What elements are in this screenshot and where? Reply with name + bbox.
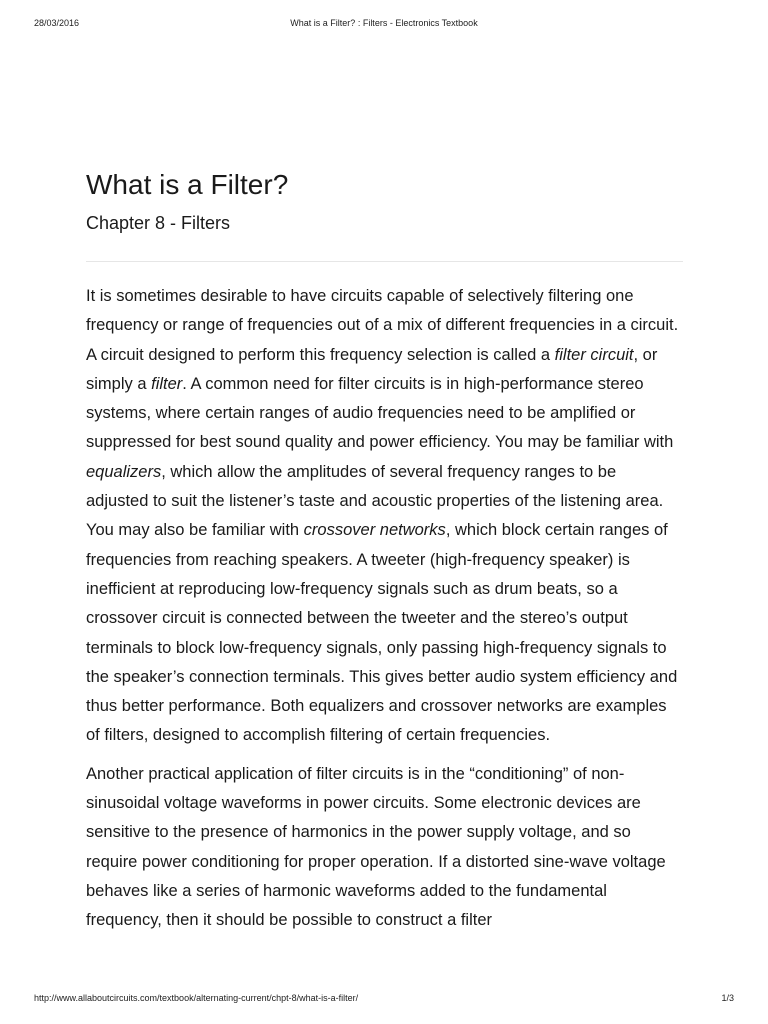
print-url: http://www.allaboutcircuits.com/textbook/alternating-current/chpt-8/what-is-a-filter/ bbox=[34, 993, 359, 1003]
title-divider bbox=[86, 261, 683, 262]
print-date: 28/03/2016 bbox=[34, 18, 80, 28]
print-header bbox=[34, 18, 734, 32]
page-number: 1/3 bbox=[721, 993, 734, 1003]
paragraph-intro bbox=[86, 282, 683, 751]
chapter-subtitle: Chapter 8 - Filters bbox=[86, 213, 231, 233]
p1-text-2: , or simply a bbox=[86, 345, 658, 393]
p1-text-4: , which allow the amplitudes of several frequency ranges to be adjusted to suit the listener’s taste and acoustic properties of the listening area. You may also be familiar with bbox=[86, 462, 664, 540]
p1-emphasis-crossover-networks: crossover networks bbox=[303, 521, 446, 540]
p1-emphasis-filter-circuit: filter circuit bbox=[554, 345, 634, 364]
p1-text-5: , which block certain ranges of frequencies from reaching speakers. A tweeter (high-frequency speaker) is inefficient at reproducing low-frequency signals such as drum beats, so a crossover circuit is connected between the tweeter and the stereo’s output terminals to block low-frequency signals, only passing high-frequency signals to the speaker’s connection terminals. This gives better audio system efficiency and thus better performance. Both equalizers and crossover networks are examples of filters, designed to accomplish filtering of certain frequencies. bbox=[86, 521, 678, 745]
article bbox=[86, 166, 683, 956]
p1-text-1: It is sometimes desirable to have circuits capable of selectively filtering one frequency or range of frequencies out of a mix of different frequencies in a circuit. A circuit designed to perform this frequency selection is called a bbox=[86, 287, 679, 364]
print-footer bbox=[34, 993, 734, 1007]
page-title: What is a Filter? bbox=[86, 169, 289, 200]
p1-text-3: . A common need for filter circuits is in high-performance stereo systems, where certain ranges of audio frequencies need to be amplified or suppressed for best sound quality and power efficiency. You may be familiar with bbox=[86, 374, 674, 452]
paragraph-conditioning: Another practical application of filter circuits is in the “conditioning” of non-sinusoidal voltage waveforms in power circuits. Some electronic devices are sensitive to the presence of harmonics in the power supply voltage, and so require power conditioning for proper operation. If a distorted sine-wave voltage behaves like a series of harmonic waveforms added to the fundamental frequency, then it should be possible to construct a filter bbox=[86, 764, 666, 930]
print-page-title: What is a Filter? : Filters - Electronics Textbook bbox=[290, 18, 478, 28]
p1-emphasis-filter: filter bbox=[151, 374, 183, 393]
p1-emphasis-equalizers: equalizers bbox=[86, 462, 162, 481]
